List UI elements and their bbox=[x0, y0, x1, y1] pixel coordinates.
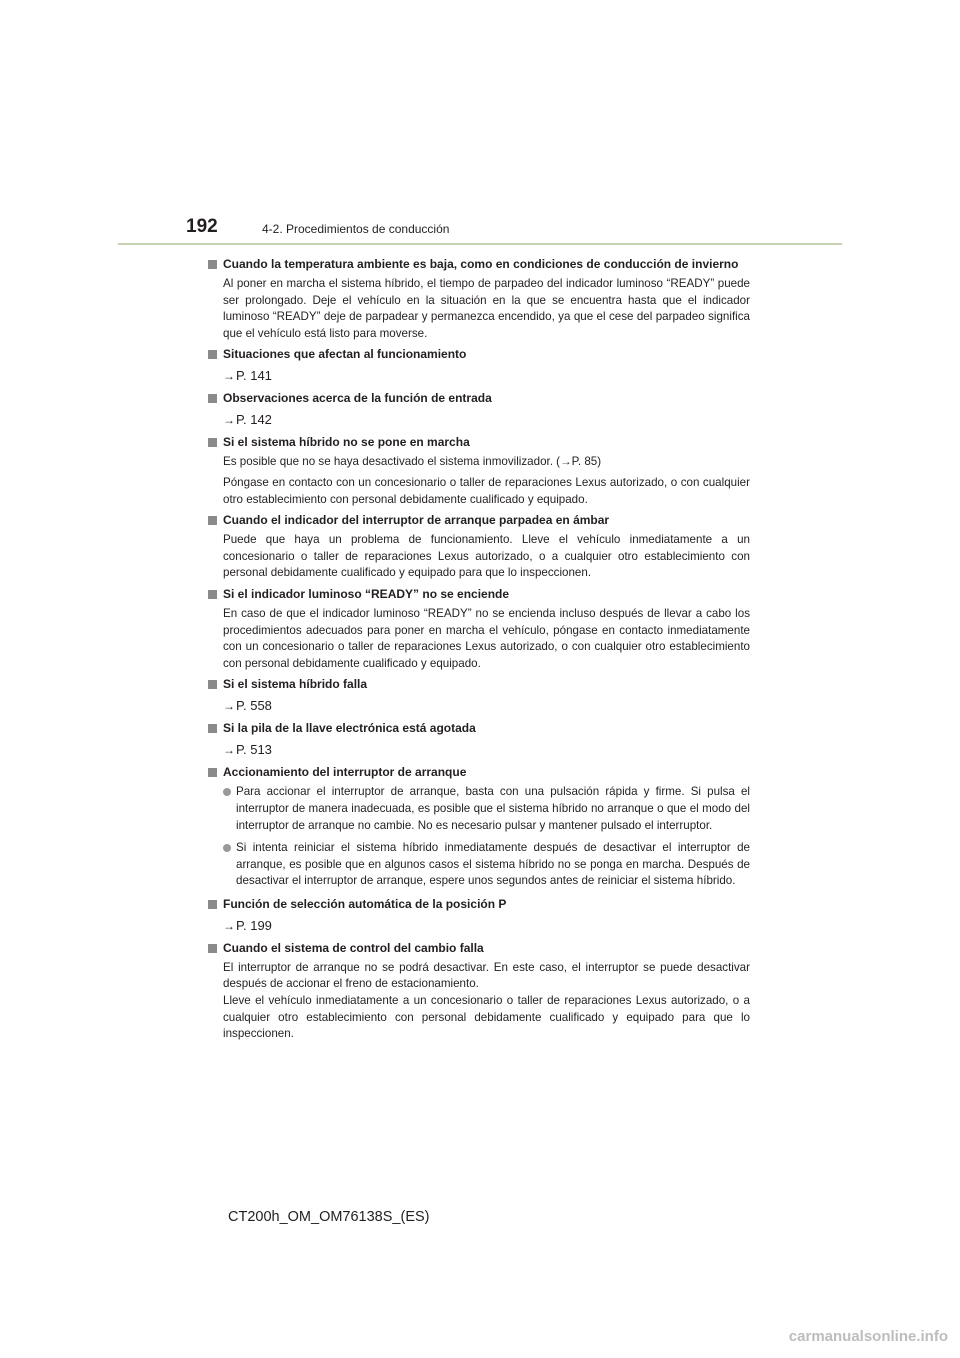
page-reference: →P. 513 bbox=[223, 742, 272, 758]
section-heading: Cuando el indicador del interruptor de arranque parpadea en ámbar bbox=[208, 512, 750, 529]
section-heading: Si la pila de la llave electrónica está agotada bbox=[208, 720, 750, 737]
square-bullet-icon bbox=[208, 260, 217, 269]
page-reference: →P. 141 bbox=[223, 368, 272, 384]
section-heading: Situaciones que afectan al funcionamiento bbox=[208, 346, 750, 363]
square-bullet-icon bbox=[208, 768, 217, 777]
square-bullet-icon bbox=[208, 900, 217, 909]
square-bullet-icon bbox=[208, 350, 217, 359]
section-no-marcha bbox=[208, 434, 750, 508]
paragraph: El interruptor de arranque no se podrá desactivar. En este caso, el interruptor se puede desactivar después de accionar el freno de estacionamiento. bbox=[223, 960, 750, 991]
arrow-right-icon: → bbox=[223, 413, 235, 428]
round-bullet-icon bbox=[223, 844, 231, 852]
section-situaciones bbox=[208, 346, 750, 386]
section-heading: Observaciones acerca de la función de entrada bbox=[208, 390, 750, 407]
section-falla bbox=[208, 676, 750, 716]
paragraph: Póngase en contacto con un concesionario o taller de reparaciones Lexus autorizado, o con cualquier otro establecimiento con personal debidamente cualificado y equipado. bbox=[223, 475, 750, 506]
section-accionamiento bbox=[208, 764, 750, 890]
section-heading: Accionamiento del interruptor de arranque bbox=[208, 764, 750, 781]
square-bullet-icon bbox=[208, 394, 217, 403]
square-bullet-icon bbox=[208, 944, 217, 953]
header-rule bbox=[118, 243, 842, 245]
section-heading: Si el sistema híbrido no se pone en marcha bbox=[208, 434, 750, 451]
watermark: carmanualsonline.info bbox=[788, 1328, 948, 1345]
section-heading: Si el indicador luminoso “READY” no se enciende bbox=[208, 586, 750, 603]
arrow-right-icon: → bbox=[223, 699, 235, 714]
square-bullet-icon bbox=[208, 516, 217, 525]
list-item: Si intenta reiniciar el sistema híbrido inmediatamente después de desactivar el interruptor de arranque, es posible que en algunos casos el sistema híbrido no se ponga en marcha. Después de desactivar el interruptor de arranque, espere unos segundos antes de reiniciar el sistema híbrido. bbox=[208, 840, 750, 890]
round-bullet-icon bbox=[223, 788, 231, 796]
square-bullet-icon bbox=[208, 438, 217, 447]
paragraph: Puede que haya un problema de funcionamiento. Lleve el vehículo inmediatamente a un concesionario o taller de reparaciones Lexus autorizado, o a cualquier otro establecimiento con personal debidamente cualificado y equipado para que lo inspeccionen. bbox=[223, 533, 750, 580]
section-winter bbox=[208, 256, 750, 342]
section-ready bbox=[208, 586, 750, 672]
square-bullet-icon bbox=[208, 590, 217, 599]
section-heading: Cuando la temperatura ambiente es baja, como en condiciones de conducción de invierno bbox=[208, 256, 750, 273]
square-bullet-icon bbox=[208, 680, 217, 689]
section-cambio-falla bbox=[208, 940, 750, 1043]
paragraph: Lleve el vehículo inmediatamente a un concesionario o taller de reparaciones Lexus autorizado, o a cualquier otro establecimiento con personal debidamente cualificado y equipado para que lo inspeccionen. bbox=[223, 994, 750, 1041]
section-entrada bbox=[208, 390, 750, 430]
square-bullet-icon bbox=[208, 724, 217, 733]
page-reference: →P. 199 bbox=[223, 917, 272, 933]
footer-code: CT200h_OM_OM76138S_(ES) bbox=[228, 1209, 430, 1225]
page-reference: →P. 142 bbox=[223, 412, 272, 428]
chapter-title: 4-2. Procedimientos de conducción bbox=[262, 222, 450, 236]
page-reference: →P. 558 bbox=[223, 698, 272, 714]
section-pila bbox=[208, 720, 750, 760]
section-posicion-p bbox=[208, 896, 750, 936]
section-heading: Función de selección automática de la posición P bbox=[208, 896, 750, 913]
section-heading: Cuando el sistema de control del cambio falla bbox=[208, 940, 750, 957]
list-item: Para accionar el interruptor de arranque, basta con una pulsación rápida y firme. Si pulsa el interruptor de manera inadecuada, es posible que el sistema híbrido no arranque o que el modo del interruptor de arranque no cambie. No es necesario pulsar y mantener pulsado el interruptor. bbox=[208, 784, 750, 834]
paragraph: Al poner en marcha el sistema híbrido, el tiempo de parpadeo del indicador luminoso “READY” puede ser prolongado. Deje el vehículo en la situación en la que se encuentra hasta que el indicador luminoso “READY” deje de parpadear y permanezca encendido, ya que el cese del parpadeo significa que el vehículo está listo para moverse. bbox=[223, 277, 750, 340]
arrow-right-icon: → bbox=[223, 743, 235, 758]
paragraph: Es posible que no se haya desactivado el sistema inmovilizador. (→P. 85) bbox=[223, 455, 602, 469]
page-number: 192 bbox=[186, 216, 218, 237]
arrow-right-icon: → bbox=[223, 918, 235, 933]
content bbox=[208, 256, 750, 1047]
arrow-right-icon: → bbox=[223, 369, 235, 384]
paragraph: En caso de que el indicador luminoso “READY” no se encienda incluso después de llevar a cabo los procedimientos adecuados para poner en marcha el vehículo, póngase en contacto inmediatamente con un concesionario o taller de reparaciones Lexus autorizado, o con cualquier otro establecimiento con personal debidamente cualificado y equipado. bbox=[223, 606, 750, 670]
section-ambar bbox=[208, 512, 750, 582]
section-heading: Si el sistema híbrido falla bbox=[208, 676, 750, 693]
